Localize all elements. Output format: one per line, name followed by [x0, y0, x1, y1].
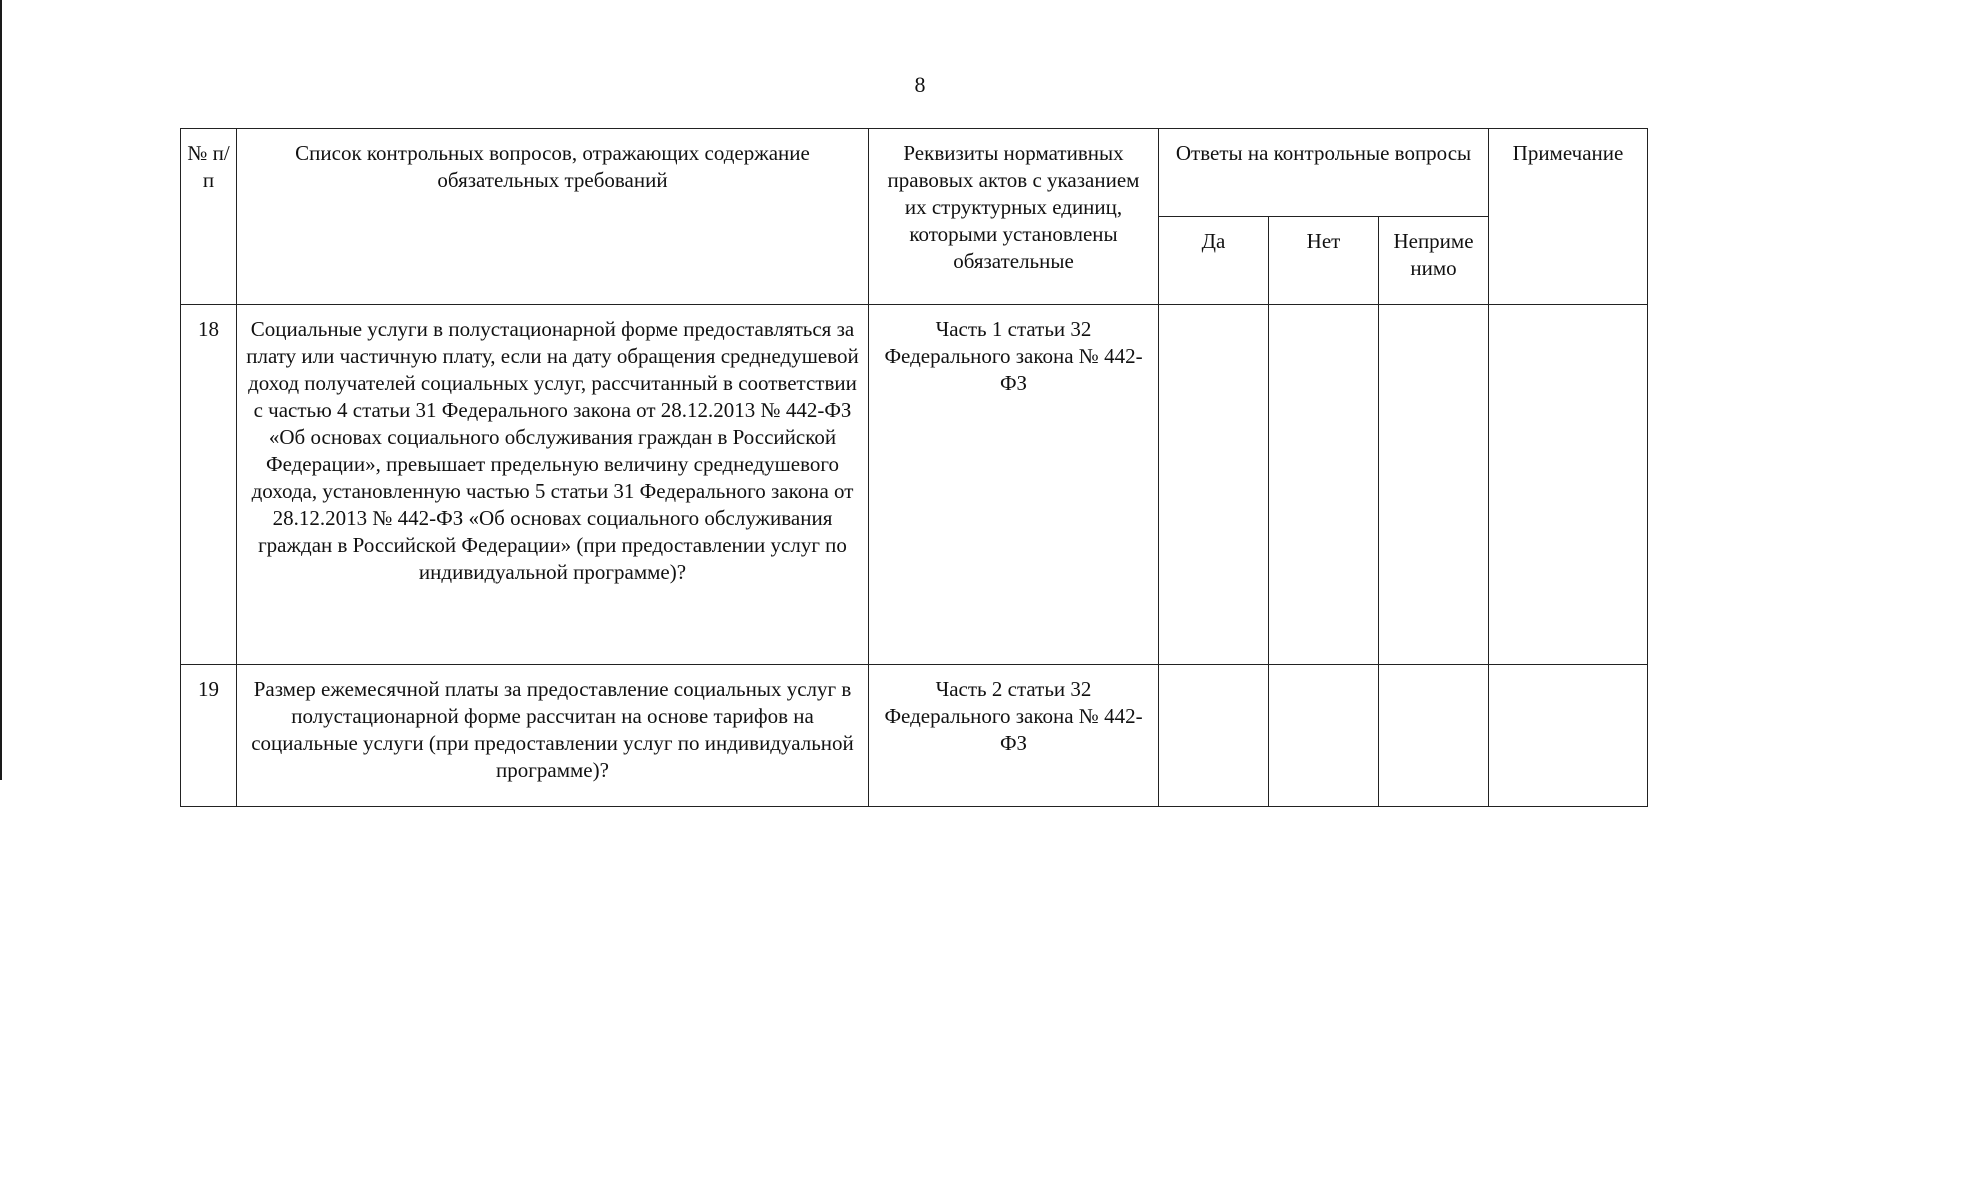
answer-no-cell[interactable]: [1269, 305, 1379, 665]
note-cell[interactable]: [1489, 305, 1648, 665]
header-answer-yes: Да: [1159, 217, 1269, 305]
table-row: [181, 665, 1648, 807]
header-answer-na: Неприме нимо: [1379, 217, 1489, 305]
answer-yes-cell[interactable]: [1159, 305, 1269, 665]
row-question: Размер ежемесячной платы за предоставление социальных услуг в полустационарной форме рассчитан на основе тарифов на социальные услуги (при предоставлении услуг по индивидуальной программе)?: [237, 665, 869, 807]
row-requisite: Часть 1 статьи 32 Федерального закона № 442-ФЗ: [869, 305, 1159, 665]
answer-no-cell[interactable]: [1269, 665, 1379, 807]
row-number: 19: [181, 665, 237, 807]
checklist-table: [180, 128, 1648, 807]
header-number: № п/п: [181, 129, 237, 305]
note-cell[interactable]: [1489, 665, 1648, 807]
scan-edge-line: [0, 0, 2, 780]
header-requisites: [869, 129, 1159, 305]
header-note: Примечание: [1489, 129, 1648, 305]
row-question: Социальные услуги в полустационарной форме предоставляться за плату или частичную плату, если на дату обращения среднедушевой доход получателей социальных услуг, рассчитанный в соответствии с частью 4 статьи 31 Федерального закона от 28.12.2013 № 442-ФЗ «Об основах социального обслуживания граждан в Российской Федерации», превышает предельную величину среднедушевого дохода, установленную частью 5 статьи 31 Федерального закона от 28.12.2013 № 442-ФЗ «Об основах социального обслуживания граждан в Российской Федерации» (при предоставлении услуг по индивидуальной программе)?: [237, 305, 869, 665]
header-answers: Ответы на контрольные вопросы: [1159, 129, 1489, 217]
row-number: 18: [181, 305, 237, 665]
page-number: 8: [914, 72, 926, 97]
answer-na-cell[interactable]: [1379, 665, 1489, 807]
header-answer-no: Нет: [1269, 217, 1379, 305]
table-row: [181, 305, 1648, 665]
answer-yes-cell[interactable]: [1159, 665, 1269, 807]
header-requisites-text: Реквизиты нормативных правовых актов с указанием их структурных единиц, которыми установлены обязательные: [887, 141, 1140, 273]
answer-na-cell[interactable]: [1379, 305, 1489, 665]
header-questions: Список контрольных вопросов, отражающих содержание обязательных требований: [237, 129, 869, 305]
table-header-row: [181, 129, 1648, 217]
row-requisite: Часть 2 статьи 32 Федерального закона № 442-ФЗ: [869, 665, 1159, 807]
